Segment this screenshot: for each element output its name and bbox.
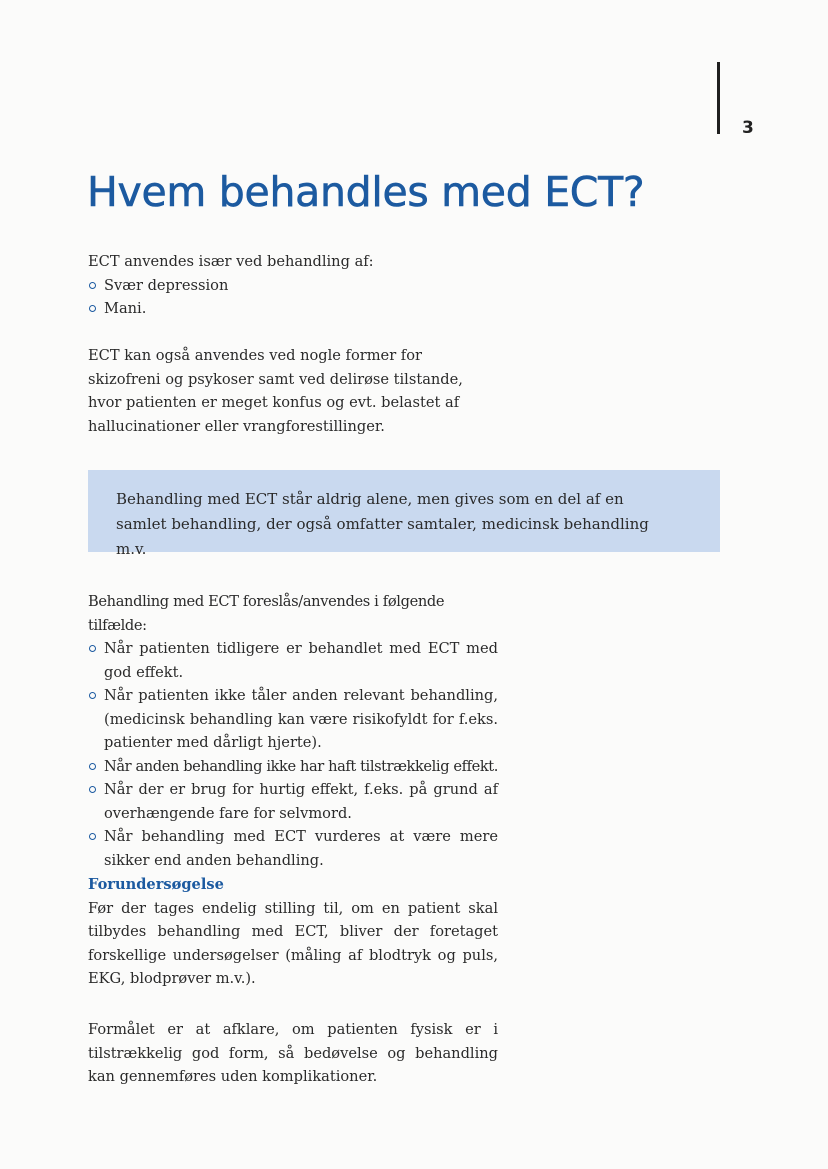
paragraph-other-uses: ECT kan også anvendes ved nogle former for skizofreni og psykoser samt ved delirøse tilstande, hvor patienten er meget konfus og evt. belastet af hallucinationer eller vrangforestillinger.: [88, 347, 463, 435]
list-item: Svær depression: [88, 274, 498, 298]
callout-box: [88, 470, 720, 558]
list-item: Når der er brug for hurtig effekt, f.eks. på grund af overhængende fare for selvmord.: [88, 778, 498, 825]
section-heading: Forundersøgelse: [88, 876, 224, 893]
list-item: Når patienten ikke tåler anden relevant behandling, (medicinsk behandling kan være risikofyldt for f.eks. patienter med dårligt hjerte).: [88, 684, 498, 755]
section-paragraph-purpose: Formålet er at afklare, om patienten fysisk er i tilstrækkelig god form, så bedøvelse og behandling kan gennemføres uden komplikationer.: [88, 1021, 498, 1085]
intro-lead: ECT anvendes især ved behandling af:: [88, 253, 374, 270]
forundersoegelse-section: [88, 873, 498, 991]
callout-text: Behandling med ECT står aldrig alene, men gives som en del af en samlet behandling, der også omfatter samtaler, medicinsk behandling m.v.: [116, 490, 649, 558]
indications-section: [88, 590, 498, 872]
list-item: Når behandling med ECT vurderes at være mere sikker end anden behandling.: [88, 825, 498, 872]
list-item: Mani.: [88, 297, 498, 321]
list-item: Når anden behandling ikke har haft tilstrækkelig effekt.: [88, 755, 498, 779]
page-title: Hvem behandles med ECT?: [87, 168, 645, 216]
indications-lead: Behandling med ECT foreslås/anvendes i følgende tilfælde:: [88, 593, 445, 634]
page-margin-rule: [717, 62, 720, 134]
intro-section: [88, 250, 498, 321]
page-number: 3: [742, 118, 754, 138]
list-item: Når patienten tidligere er behandlet med ECT med god effekt.: [88, 637, 498, 684]
section-paragraph: Før der tages endelig stilling til, om en patient skal tilbydes behandling med ECT, bliver der foretaget forskellige undersøgelser (måling af blodtryk og puls, EKG, blodprøver m.v.).: [88, 899, 498, 987]
intro-list: [88, 274, 498, 321]
indications-list: [88, 637, 498, 872]
